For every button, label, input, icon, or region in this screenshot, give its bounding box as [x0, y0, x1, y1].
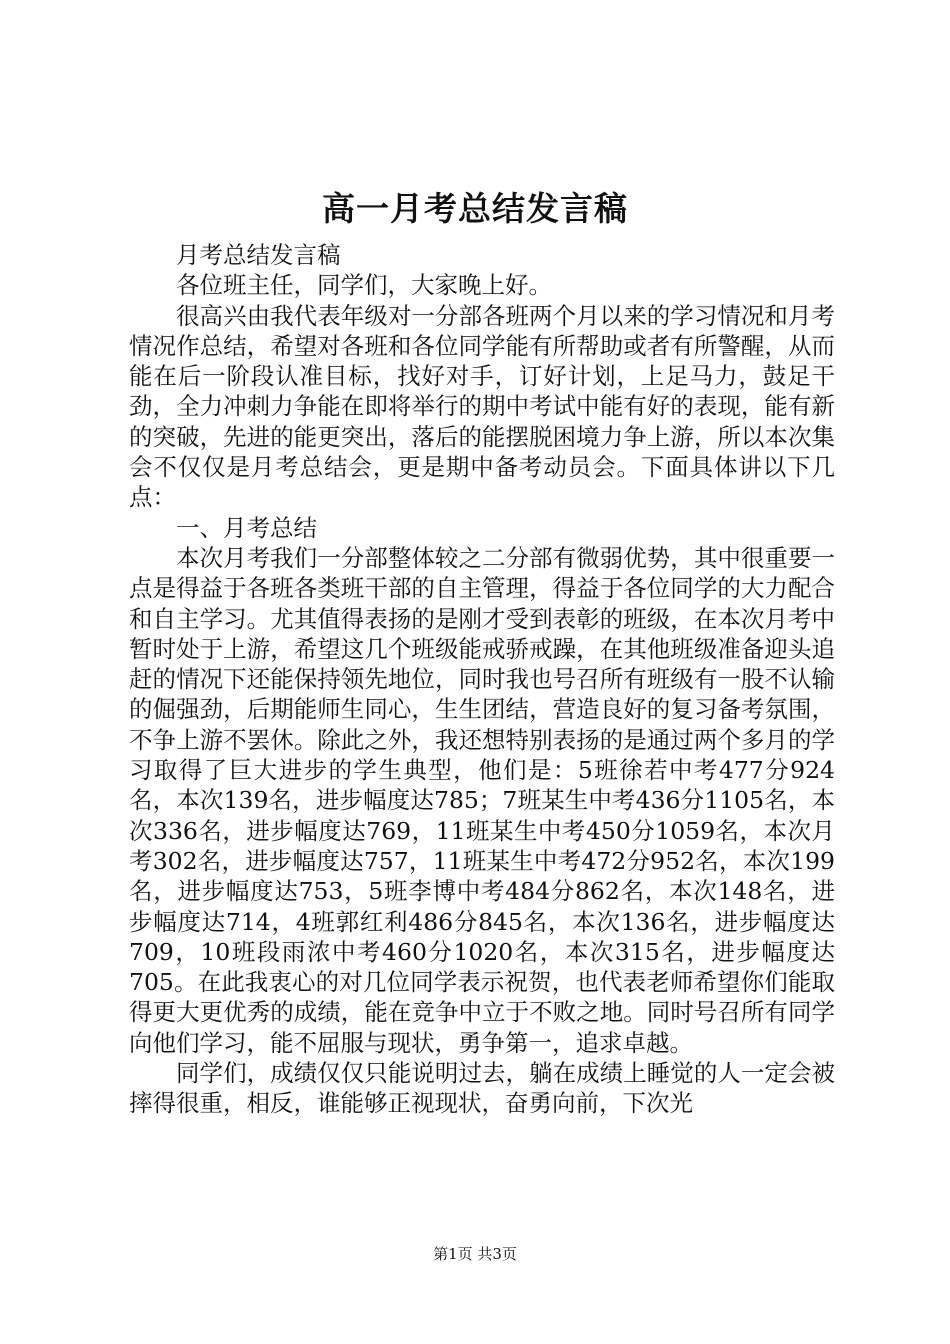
paragraph-summary: 本次月考我们一分部整体较之二分部有微弱优势，其中很重要一点是得益于各班各类班干部的自主管理，得益于各位同学的大力配合和自主学习。尤其值得表扬的是刚才受到表彰的班级，在本次月考中暂时处于上游，希望这几个班级能戒骄戒躁，在其他班级准备迎头追赶的情况下还能保持领先地位，同时我也号召所有班级有一股不认输的倔强劲，后期能师生同心，生生团结，营造良好的复习备考氛围，不争上游不罢休。除此之外，我还想特别表扬的是通过两个多月的学习取得了巨大进步的学生典型，他们是：5班徐若中考477分924名，本次139名，进步幅度达785；7班某生中考436分1105名，本次336名，进步幅度达769，11班某生中考450分1059名，本次月考302名，进步幅度达757，11班某生中考472分952名，本次199名，进步幅度达753，5班李博中考484分862名，本次148名，进步幅度达714，4班郭红利486分845名，本次136名，进步幅度达709，10班段雨浓中考460分1020名，本次315名，进步幅度达705。在此我衷心的对几位同学表示祝贺，也代表老师希望你们能取得更大更优秀的成绩，能在竞争中立于不败之地。同时号召所有同学向他们学习，能不屈服与现状，勇争第一，追求卓越。	[129, 543, 835, 1057]
paragraph-intro: 很高兴由我代表年级对一分部各班两个月以来的学习情况和月考情况作总结，希望对各班和各位同学能有所帮助或者有所警醒，从而能在后一阶段认准目标，找好对手，订好计划，上足马力，鼓足干劲，全力冲刺力争能在即将举行的期中考试中能有好的表现，能有新的突破，先进的能更突出，落后的能摆脱困境力争上游，所以本次集会不仅仅是月考总结会，更是期中备考动员会。下面具体讲以下几点：	[129, 301, 835, 512]
document-title: 高一月考总结发言稿	[322, 189, 628, 228]
paragraph-closing: 同学们，成绩仅仅只能说明过去，躺在成绩上睡觉的人一定会被摔得很重，相反，谁能够正视现状，奋勇向前，下次光	[129, 1059, 835, 1118]
paragraph-greeting: 各位班主任，同学们，大家晚上好。	[176, 271, 552, 300]
paragraph-subtitle: 月考总结发言稿	[176, 241, 341, 269]
document-body	[129, 240, 835, 1119]
page-footer: 第1页 共3页	[433, 1245, 517, 1263]
section-heading: 一、月考总结	[176, 513, 317, 542]
